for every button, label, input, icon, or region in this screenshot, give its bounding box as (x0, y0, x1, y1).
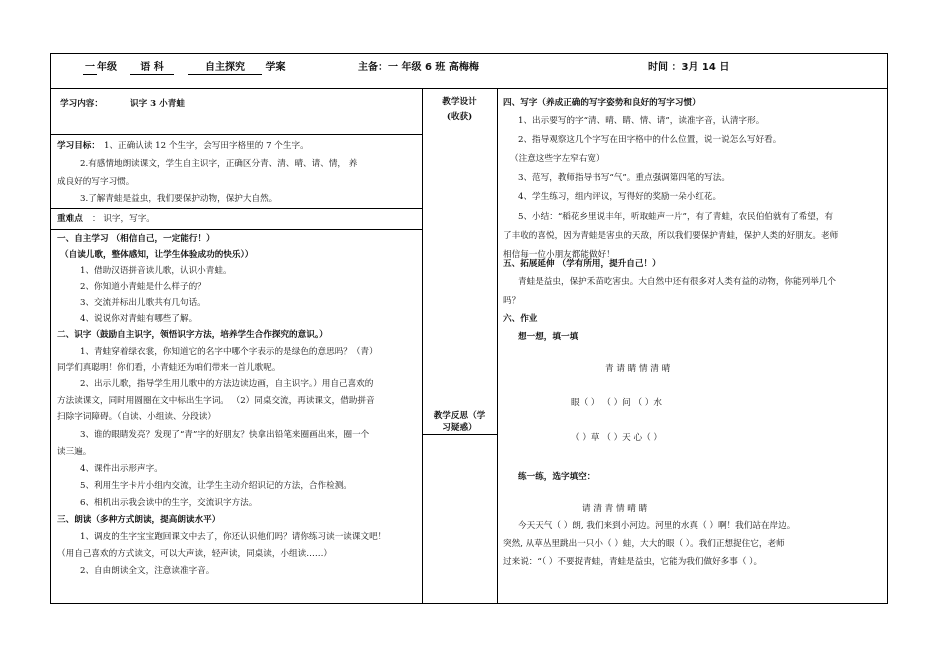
header-host: 主备：一 年级 6 班 高梅梅 (358, 62, 479, 73)
exercise-1-title: 想一想，填一填 (518, 332, 579, 342)
exercise-2-title: 练一练，选字填空： (518, 472, 596, 482)
exercise-2-chars: 请 清 青 情 晴 睛 (582, 504, 648, 514)
exercise-2-line: 突然, 从草丛里跳出一只小（ ）蛙，大大的眼（ ）。我们正想捉住它，老师 (503, 539, 785, 549)
list-item: 2、出示儿歌，指导学生用儿歌中的方法边读边画，自主识字。）用自己喜欢的 (80, 379, 374, 389)
goal-2-cont: 成良好的写字习惯。 (57, 177, 135, 187)
list-item: （注意这些字左窄右宽） (510, 154, 605, 164)
list-item: 1、青蛙穿着绿衣裳，你知道它的名字中哪个字表示的是绿色的意思吗？（青） (80, 347, 378, 357)
key-value: ： 识字，写字。 (92, 214, 155, 224)
exercise-2-line: 今天天气（ ）朗, 我们来到小河边。河里的水真（ ）啊！我们站在岸边。 (518, 521, 796, 531)
key-label: 重难点 (57, 214, 83, 224)
design-title: 教学设计 (442, 97, 477, 107)
content-label: 学习内容： (60, 99, 103, 109)
learning-mode: 自主探究 (188, 62, 262, 75)
reflection-subtitle: 习疑惑） (442, 423, 477, 433)
list-item: 6、相机出示我会读中的生字，交流识字方法。 (80, 498, 258, 508)
summary-line: 了丰收的喜悦，因为青蛙是害虫的天敌，所以我们要保护青蛙，保护人类的好朋友。老师 (503, 231, 839, 241)
subject-name: 语 科 (130, 62, 174, 75)
section-4-title: 四、写字（养成正确的写字姿势和良好的写字习惯） (503, 98, 701, 108)
section-6-title: 六、作业 (503, 314, 538, 324)
exercise-1-chars: 青 请 睛 情 清 晴 (605, 364, 671, 374)
rule-left-goals (50, 208, 422, 209)
section-2-title: 二、识字（鼓励自主识字，领悟识字方法，培养学生合作探究的意识。） (57, 330, 328, 340)
rule-left-content (50, 134, 422, 135)
goal-3: 3.了解青蛙是益虫，我们要保护动物，保护大自然。 (80, 194, 278, 204)
exercise-2-line: 过来说：“（ ）不要捉青蛙，青蛙是益虫，它能为我们做好多事（ ）。 (503, 557, 763, 567)
content-value: 识字 3 小青蛙 (130, 99, 185, 109)
exercise-1-row-1: 眼（ ） （ ）问 （ ）水 (571, 398, 663, 408)
rule-mid-reflect (422, 434, 497, 435)
list-item: 同学们真聪明！你们看，小青蛙还为咱们带来一首儿歌呢。 (57, 363, 281, 373)
rule-col-mid (497, 88, 498, 604)
rule-header-bottom (50, 88, 888, 89)
list-item: 2、自由朗读全文，注意读准字音。 (80, 566, 215, 576)
header-time: 时间 ：3月 14 日 (648, 62, 730, 73)
list-item: 2、你知道小青蛙是什么样子的？ (80, 282, 206, 292)
section-1-subtitle: （自读儿歌，整体感知，让学生体验成功的快乐）） (60, 250, 254, 260)
list-item: 3、交流并标出儿歌共有几句话。 (80, 298, 206, 308)
rule-left-key (50, 229, 422, 230)
list-item: 4、课件出示形声字。 (80, 464, 163, 474)
header-subject (130, 62, 174, 75)
header-mode (188, 62, 285, 75)
list-item: 1、出示要写的字“清、晴、睛、情、请”，读准字音，认清字形。 (518, 116, 765, 126)
exercise-1-row-2: （ ）草 （ ）天 心（ ） (571, 433, 663, 443)
list-item: 1、调皮的生字宝宝跑回课文中去了，你还认识他们吗？请你练习读一读课文吧！ (80, 532, 387, 542)
list-item: 3、范写，教师指导书写“气”。重点强调第四笔的写法。 (518, 173, 730, 183)
design-subtitle: (收获) (446, 112, 473, 122)
list-item: 1、借助汉语拼音读儿歌，认识小青蛙。 (80, 266, 232, 276)
header-grade (83, 62, 117, 75)
list-item: 读三遍。 (57, 447, 92, 457)
grade-label: 年级 (97, 62, 117, 73)
list-item: 扫除字词障碍。（自读、小组读、分段读） (57, 412, 216, 422)
section-3-title: 三、朗读（多种方式朗读，提高朗读水平） (57, 515, 221, 525)
reflection-title: 教学反思（学 (433, 411, 486, 421)
list-item: 方法读课文，同时用圆圈在文中标出生字词。 （2）同桌交流，再读课文，借助拼音 (57, 396, 375, 406)
section-5-title: 五、拓展延伸 （学有所用，提升自己！） (503, 259, 661, 269)
section-1-title: 一、自主学习 （相信自己，一定能行！） (57, 234, 215, 244)
list-item: 5、利用生字卡片小组内交流，让学生主动介绍识记的方法，合作检测。 (80, 481, 352, 491)
list-item: 3、谁的眼睛发亮？发现了“青”字的好朋友？快拿出铅笔来圈画出来，圈一个 (80, 430, 370, 440)
summary-line: 5、小结：“稻花乡里说丰年，听取蛙声一片”，有了青蛙，农民伯伯就有了希望，有 (518, 212, 834, 222)
summary-line: 相信每一位小朋友都能做好！ (503, 250, 615, 260)
goal-2: 2.有感情地朗读课文，学生自主识字，正确区分青、清、晴、请、情， 养 (80, 159, 358, 169)
goal-1: 1、正确认读 12 个生字，会写田字格里的 7 个生字。 (104, 141, 309, 151)
grade-number: 一 (85, 62, 95, 73)
list-item: 4、说说你对青蛙有哪些了解。 (80, 314, 198, 324)
rule-col-left (422, 88, 423, 604)
goals-label: 学习目标： (57, 141, 100, 151)
list-item: 吗？ (503, 296, 521, 306)
document-type: 学案 (265, 62, 286, 73)
list-item: 青蛙是益虫，保护禾苗吃害虫。大自然中还有很多对人类有益的动物，你能列举几个 (518, 277, 836, 287)
list-item: （用自己喜欢的方式读文，可以大声读，轻声读，同桌读，小组读……） (57, 549, 333, 559)
list-item: 4、学生练习，组内评议，写得好的奖励一朵小红花。 (518, 192, 722, 202)
list-item: 2、指导观察这几个字写在田字格中的什么位置，说一说怎么写好看。 (518, 135, 782, 145)
